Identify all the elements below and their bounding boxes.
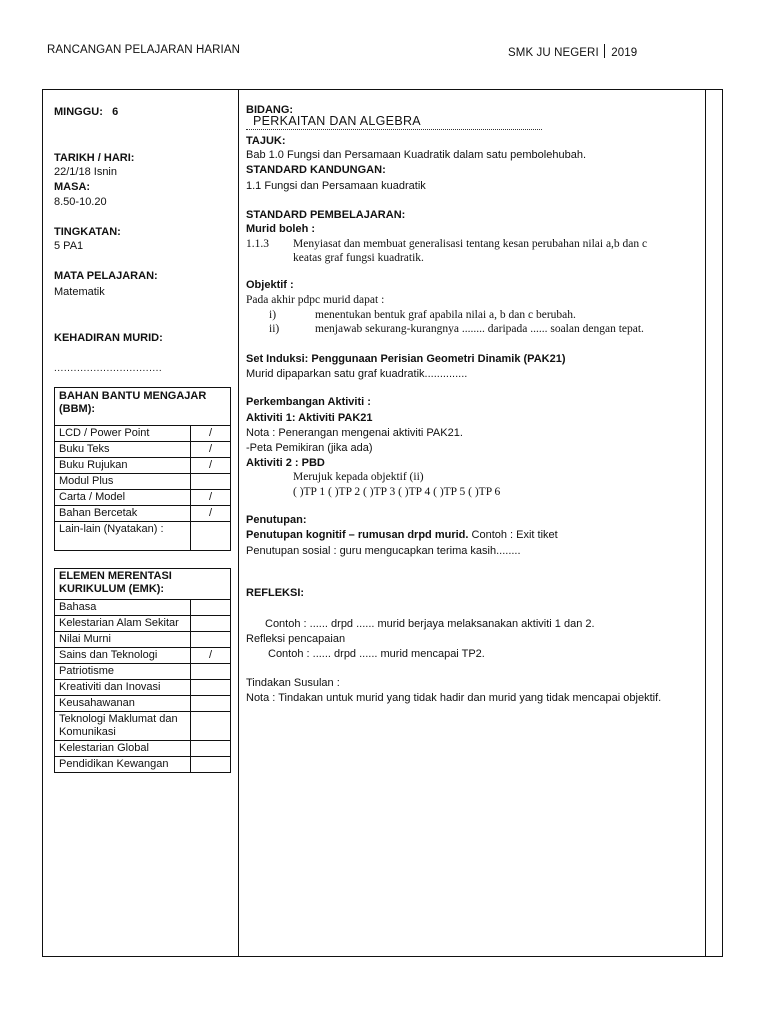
tingkatan-value: 5 PA1 xyxy=(54,240,84,252)
objektif-2-number: ii) xyxy=(269,323,280,335)
header-year: 2019 xyxy=(611,47,638,59)
mata-pelajaran-value: Matematik xyxy=(54,286,105,298)
aktiviti-1-nota: Nota : Penerangan mengenai aktiviti PAK21. xyxy=(246,427,463,439)
standard-kandungan-value: 1.1 Fungsi dan Persamaan kuadratik xyxy=(246,180,426,192)
emk-title: ELEMEN MERENTASI KURIKULUM (EMK): xyxy=(55,569,231,600)
tarikh-label: TARIKH / HARI: xyxy=(54,152,135,164)
tindakan-susulan-nota: Nota : Tindakan untuk murid yang tidak hadir dan murid yang tidak mencapai objektif. xyxy=(246,692,662,704)
emk-row: Sains dan Teknologi / xyxy=(55,648,231,664)
tarikh-value: 22/1/18 Isnin xyxy=(54,166,117,178)
objektif-intro: Pada akhir pdpc murid dapat : xyxy=(246,294,385,306)
bbm-table xyxy=(54,387,231,551)
bbm-row: Buku Rujukan / xyxy=(55,458,231,474)
document-header-title: RANCANGAN PELAJARAN HARIAN xyxy=(47,44,241,56)
refleksi-contoh-1: Contoh : ...... drpd ...... murid berjaya melaksanakan aktiviti 1 dan 2. xyxy=(265,618,595,630)
tp-checklist: ( )TP 1 ( )TP 2 ( )TP 3 ( )TP 4 ( )TP 5 ( )TP 6 xyxy=(293,486,501,498)
minggu-row: MINGGU: 6 xyxy=(54,106,119,118)
tajuk-label: TAJUK: xyxy=(246,135,286,147)
refleksi-pencapaian: Refleksi pencapaian xyxy=(246,633,346,645)
penutupan-sosial: Penutupan sosial : guru mengucapkan terima kasih........ xyxy=(246,545,521,557)
murid-boleh-label: Murid boleh : xyxy=(246,223,316,235)
penutupan-label: Penutupan: xyxy=(246,514,307,526)
sp-number: 1.1.3 xyxy=(246,238,269,250)
masa-label: MASA: xyxy=(54,181,91,193)
emk-row: Patriotisme xyxy=(55,664,231,680)
tajuk-value: Bab 1.0 Fungsi dan Persamaan Kuadratik dalam satu pembolehubah. xyxy=(246,149,586,161)
refleksi-contoh-2: Contoh : ...... drpd ...... murid mencapai TP2. xyxy=(268,648,485,660)
aktiviti-2-label: Aktiviti 2 : PBD xyxy=(246,457,325,469)
standard-pembelajaran-label: STANDARD PEMBELAJARAN: xyxy=(246,209,406,221)
set-induksi-text: Murid dipaparkan satu graf kuadratik.............. xyxy=(246,368,468,380)
emk-row: Kreativiti dan Inovasi xyxy=(55,680,231,696)
aktiviti-1-label: Aktiviti 1: Aktiviti PAK21 xyxy=(246,412,373,424)
emk-row: Teknologi Maklumat dan Komunikasi xyxy=(55,712,231,741)
sp-text-line1: Menyiasat dan membuat generalisasi tentang kesan perubahan nilai a,b dan c xyxy=(293,238,648,250)
objektif-1-number: i) xyxy=(269,309,277,321)
bbm-title: BAHAN BANTU MENGAJAR (BBM): xyxy=(55,388,231,426)
emk-table xyxy=(54,568,231,773)
kehadiran-value: ................................. xyxy=(54,363,163,374)
bbm-row: Bahan Bercetak / xyxy=(55,506,231,522)
emk-row: Nilai Murni xyxy=(55,632,231,648)
mata-pelajaran-label: MATA PELAJARAN: xyxy=(54,270,158,282)
emk-row: Kelestarian Global xyxy=(55,741,231,757)
bidang-value: PERKAITAN DAN ALGEBRA xyxy=(253,114,421,128)
standard-kandungan-label: STANDARD KANDUNGAN: xyxy=(246,164,386,176)
bbm-row: LCD / Power Point / xyxy=(55,426,231,442)
peta-pemikiran: -Peta Pemikiran (jika ada) xyxy=(246,442,373,454)
kehadiran-label: KEHADIRAN MURID: xyxy=(54,332,163,344)
objektif-1-text: menentukan bentuk graf apabila nilai a, b dan c berubah. xyxy=(315,309,576,321)
objektif-2-text: menjawab sekurang-kurangnya ........ daripada ...... soalan dengan tepat. xyxy=(315,323,644,335)
bidang-underline xyxy=(246,129,542,130)
emk-row: Bahasa xyxy=(55,600,231,616)
document-header-school xyxy=(508,44,637,59)
tindakan-susulan-label: Tindakan Susulan : xyxy=(246,677,340,689)
masa-value: 8.50-10.20 xyxy=(54,196,107,208)
refleksi-label: REFLEKSI: xyxy=(246,587,305,599)
bbm-row: Buku Teks / xyxy=(55,442,231,458)
header-separator xyxy=(604,44,606,58)
tingkatan-label: TINGKATAN: xyxy=(54,226,121,238)
bbm-row: Carta / Model / xyxy=(55,490,231,506)
emk-row: Pendidikan Kewangan xyxy=(55,757,231,773)
merujuk-objektif: Merujuk kepada objektif (ii) xyxy=(293,471,424,483)
emk-row: Keusahawanan xyxy=(55,696,231,712)
bbm-row: Modul Plus xyxy=(55,474,231,490)
school-name: SMK JU NEGERI xyxy=(508,47,599,59)
column-divider-left xyxy=(238,89,239,956)
bidang-label: BIDANG: xyxy=(246,104,294,116)
objektif-label: Objektif : xyxy=(246,279,294,291)
perkembangan-aktiviti-label: Perkembangan Aktiviti : xyxy=(246,396,371,408)
emk-row: Kelestarian Alam Sekitar xyxy=(55,616,231,632)
column-divider-right xyxy=(705,89,706,956)
set-induksi-label: Set Induksi: Penggunaan Perisian Geometri Dinamik (PAK21) xyxy=(246,353,566,365)
sp-text-line2: keatas graf fungsi kuadratik. xyxy=(293,252,424,264)
bbm-row: Lain-lain (Nyatakan) : xyxy=(55,522,231,551)
penutupan-kognitif: Penutupan kognitif – rumusan drpd murid. Contoh : Exit tiket xyxy=(246,529,558,541)
